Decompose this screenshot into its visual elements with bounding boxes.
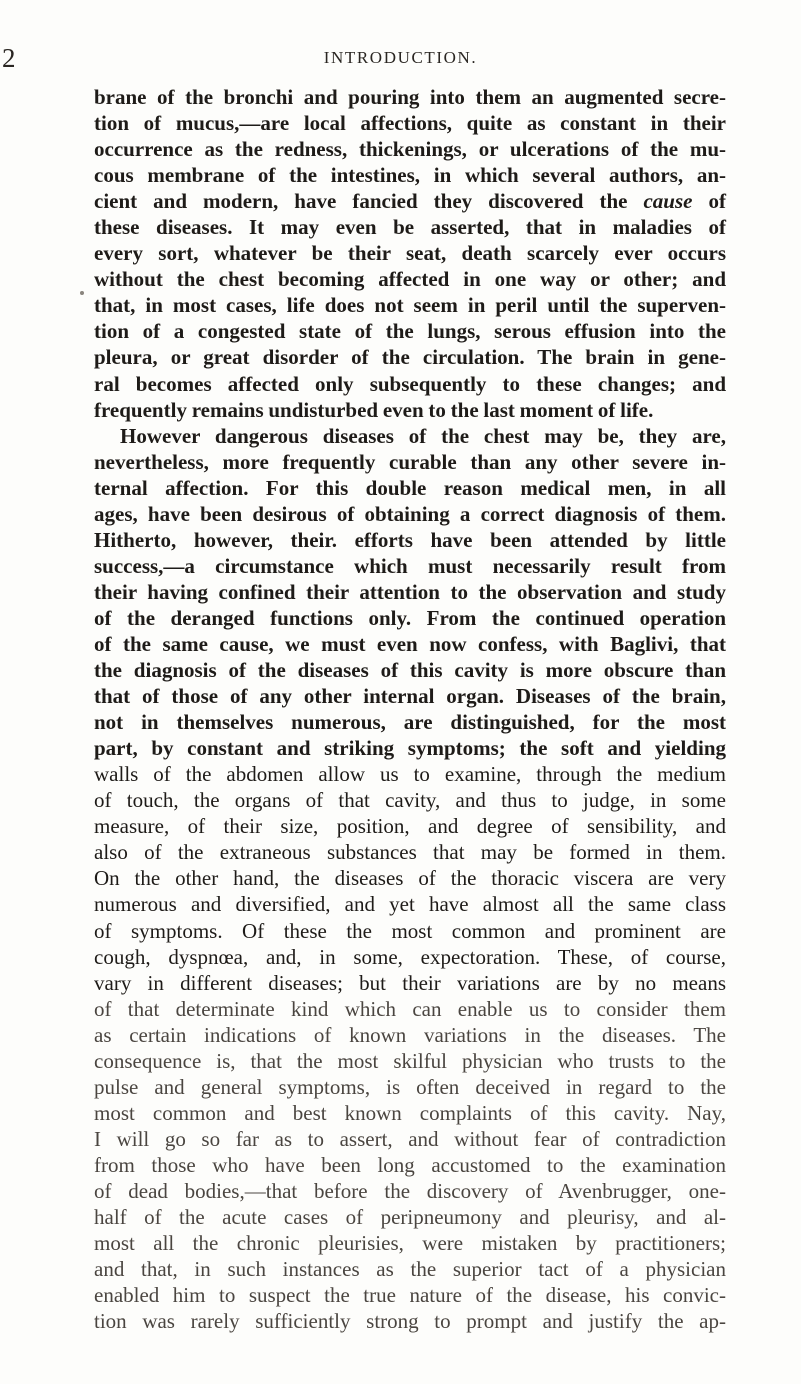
ink-speck — [80, 291, 84, 295]
page-number: 2 — [2, 43, 16, 73]
text-line: On the other hand, the diseases of the thoracic viscera are very — [94, 866, 726, 891]
text-line-paragraph-start: However dangerous diseases of the chest may be, they are, — [120, 423, 726, 448]
text-line: ternal affection. For this double reason medical men, in all — [94, 475, 726, 500]
text-line: their having confined their attention to the observation and study — [94, 579, 726, 604]
text-line: not in themselves numerous, are distinguished, for the most — [94, 710, 726, 735]
text-line: cous membrane of the intestines, in which several authors, an- — [94, 163, 726, 188]
text-line: brane of the bronchi and pouring into them an augmented secre- — [94, 85, 726, 109]
text-line: numerous and diversified, and yet have almost all the same class — [94, 892, 726, 917]
text-line: consequence is, that the most skilful physician who trusts to the — [94, 1048, 726, 1073]
text-line: also of the extraneous substances that may be formed in them. — [94, 840, 726, 865]
text-line: vary in different diseases; but their variations are by no means — [94, 970, 726, 995]
text-line: pleura, or great disorder of the circulation. The brain in gene- — [94, 345, 726, 370]
text-line-with-italic — [94, 188, 726, 214]
text-line: that, in most cases, life does not seem in peril until the superven- — [94, 293, 726, 318]
text-line: of that determinate kind which can enable us to consider them — [94, 996, 726, 1021]
text-line: tion was rarely sufficiently strong to prompt and justify the ap- — [94, 1309, 726, 1334]
text-line: and that, in such instances as the superior tact of a physician — [94, 1257, 726, 1282]
text-line: the diagnosis of the diseases of this cavity is more obscure than — [94, 658, 726, 683]
text-line: of touch, the organs of that cavity, and thus to judge, in some — [94, 788, 726, 813]
text-line: measure, of their size, position, and degree of sensibility, and — [94, 814, 726, 839]
text-line: of dead bodies,—that before the discovery of Avenbrugger, one- — [94, 1178, 726, 1203]
text-line: every sort, whatever be their seat, death scarcely ever occurs — [94, 241, 726, 266]
text-line: enabled him to suspect the true nature of the disease, his convic- — [94, 1283, 726, 1308]
text-line: success,—a circumstance which must necessarily result from — [94, 553, 726, 578]
text-line: I will go so far as to assert, and without fear of contradiction — [94, 1126, 726, 1151]
text-line: half of the acute cases of peripneumony and pleurisy, and al- — [94, 1205, 726, 1230]
text-line: most common and best known complaints of this cavity. Nay, — [94, 1100, 726, 1125]
text-line: nevertheless, more frequently curable than any other severe in- — [94, 449, 726, 474]
running-head: INTRODUCTION. — [323, 48, 478, 67]
text-line: that of those of any other internal organ. Diseases of the brain, — [94, 684, 726, 709]
body-text — [94, 84, 726, 1334]
text-line: Hitherto, however, their. efforts have been attended by little — [94, 527, 726, 552]
text-line: these diseases. It may even be asserted, that in maladies of — [94, 215, 726, 240]
text-line: walls of the abdomen allow us to examine, through the medium — [94, 762, 726, 787]
text-line: part, by constant and striking symptoms; the soft and yielding — [94, 736, 726, 761]
text-line: of the deranged functions only. From the continued operation — [94, 605, 726, 630]
text-line: of the same cause, we must even now confess, with Baglivi, that — [94, 631, 726, 656]
text-line: cough, dyspnœa, and, in some, expectoration. These, of course, — [94, 944, 726, 969]
text-line: ages, have been desirous of obtaining a correct diagnosis of them. — [94, 501, 726, 526]
page-header — [0, 40, 801, 76]
text-line: as certain indications of known variations in the diseases. The — [94, 1022, 726, 1047]
text-line: ral becomes affected only subsequently to these changes; and — [94, 371, 726, 396]
text-line: most all the chronic pleurisies, were mistaken by practitioners; — [94, 1231, 726, 1256]
text-line: occurrence as the redness, thickenings, or ulcerations of the mu- — [94, 137, 726, 162]
text-line: pulse and general symptoms, is often deceived in regard to the — [94, 1074, 726, 1099]
text-line: without the chest becoming affected in one way or other; and — [94, 267, 726, 292]
text-line: of symptoms. Of these the most common and prominent are — [94, 918, 726, 943]
text-line: tion of mucus,—are local affections, quite as constant in their — [94, 111, 726, 136]
text-line: tion of a congested state of the lungs, serous effusion into the — [94, 319, 726, 344]
text-fragment: of — [692, 189, 726, 214]
italic-word: cause — [643, 189, 693, 214]
text-line: from those who have been long accustomed to the examination — [94, 1152, 726, 1177]
text-line: frequently remains undisturbed even to the last moment of life. — [94, 397, 654, 422]
text-fragment: cient and modern, have fancied they discovered the — [94, 189, 644, 214]
